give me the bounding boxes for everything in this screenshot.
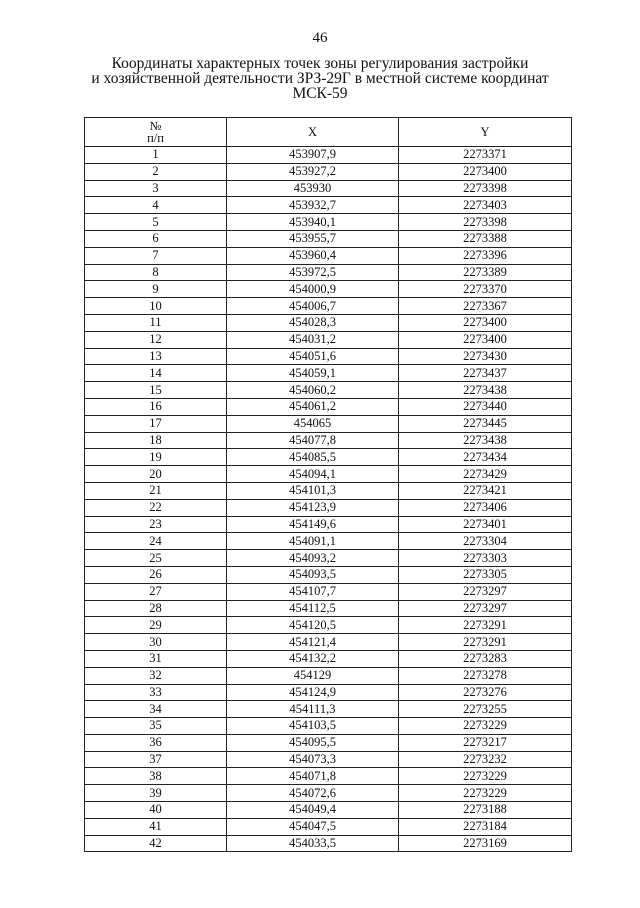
- point-number-cell: 1: [85, 147, 227, 164]
- point-number-cell: 8: [85, 264, 227, 281]
- table-row: [85, 684, 572, 701]
- y-coordinate-cell: 2273396: [399, 247, 572, 264]
- y-coordinate-cell: 2273276: [399, 684, 572, 701]
- table-row: [85, 466, 572, 483]
- y-coordinate-cell: 2273297: [399, 583, 572, 600]
- header-number-symbol: №: [149, 119, 162, 133]
- y-coordinate-cell: 2273303: [399, 550, 572, 567]
- table-row: [85, 247, 572, 264]
- table-row: [85, 734, 572, 751]
- point-number-cell: 12: [85, 331, 227, 348]
- y-coordinate-cell: 2273429: [399, 466, 572, 483]
- document-title: [60, 56, 580, 101]
- table-row: [85, 230, 572, 247]
- table-row: [85, 298, 572, 315]
- point-number-cell: 19: [85, 449, 227, 466]
- x-coordinate-cell: 453972,5: [227, 264, 399, 281]
- point-number-cell: 10: [85, 298, 227, 315]
- table-row: [85, 550, 572, 567]
- x-coordinate-cell: 454028,3: [227, 314, 399, 331]
- y-coordinate-cell: 2273403: [399, 197, 572, 214]
- title-line-2: и хозяйственной деятельности ЗРЗ-29Г в местной системе координат: [91, 70, 549, 87]
- point-number-cell: 22: [85, 499, 227, 516]
- y-coordinate-cell: 2273398: [399, 180, 572, 197]
- point-number-cell: 31: [85, 650, 227, 667]
- x-coordinate-cell: 454061,2: [227, 398, 399, 415]
- x-coordinate-cell: 454103,5: [227, 718, 399, 735]
- point-number-cell: 28: [85, 600, 227, 617]
- table-row: [85, 802, 572, 819]
- point-number-cell: 26: [85, 566, 227, 583]
- x-coordinate-cell: 454112,5: [227, 600, 399, 617]
- table-row: [85, 449, 572, 466]
- point-number-cell: 42: [85, 835, 227, 852]
- x-coordinate-cell: 454077,8: [227, 432, 399, 449]
- y-coordinate-cell: 2273370: [399, 281, 572, 298]
- x-coordinate-cell: 454071,8: [227, 768, 399, 785]
- title-line-3: МСК-59: [292, 85, 348, 102]
- x-coordinate-cell: 454094,1: [227, 466, 399, 483]
- point-number-cell: 24: [85, 533, 227, 550]
- point-number-cell: 18: [85, 432, 227, 449]
- point-number-cell: 27: [85, 583, 227, 600]
- x-coordinate-cell: 454047,5: [227, 818, 399, 835]
- x-coordinate-cell: 454065: [227, 415, 399, 432]
- y-coordinate-cell: 2273438: [399, 432, 572, 449]
- x-coordinate-cell: 454093,5: [227, 566, 399, 583]
- point-number-cell: 7: [85, 247, 227, 264]
- y-coordinate-cell: 2273406: [399, 499, 572, 516]
- table-row: [85, 415, 572, 432]
- point-number-cell: 34: [85, 701, 227, 718]
- y-coordinate-cell: 2273371: [399, 147, 572, 164]
- y-coordinate-cell: 2273255: [399, 701, 572, 718]
- point-number-cell: 40: [85, 802, 227, 819]
- table-row: [85, 180, 572, 197]
- x-coordinate-cell: 454073,3: [227, 751, 399, 768]
- page-number: 46: [312, 30, 328, 46]
- table-row: [85, 482, 572, 499]
- y-coordinate-cell: 2273229: [399, 785, 572, 802]
- x-coordinate-cell: 454121,4: [227, 634, 399, 651]
- y-coordinate-cell: 2273400: [399, 331, 572, 348]
- y-coordinate-cell: 2273229: [399, 718, 572, 735]
- header-x: X: [227, 118, 399, 147]
- point-number-cell: 14: [85, 365, 227, 382]
- point-number-cell: 15: [85, 382, 227, 399]
- y-coordinate-cell: 2273169: [399, 835, 572, 852]
- y-coordinate-cell: 2273217: [399, 734, 572, 751]
- x-coordinate-cell: 454124,9: [227, 684, 399, 701]
- y-coordinate-cell: 2273278: [399, 667, 572, 684]
- table-row: [85, 281, 572, 298]
- table-row: [85, 667, 572, 684]
- y-coordinate-cell: 2273297: [399, 600, 572, 617]
- point-number-cell: 33: [85, 684, 227, 701]
- x-coordinate-cell: 454132,2: [227, 650, 399, 667]
- title-line-1: Координаты характерных точек зоны регулирования застройки: [111, 55, 529, 72]
- point-number-cell: 32: [85, 667, 227, 684]
- table-row: [85, 768, 572, 785]
- table-header: [85, 118, 572, 147]
- x-coordinate-cell: 454059,1: [227, 365, 399, 382]
- point-number-cell: 23: [85, 516, 227, 533]
- table-row: [85, 382, 572, 399]
- y-coordinate-cell: 2273188: [399, 802, 572, 819]
- y-coordinate-cell: 2273401: [399, 516, 572, 533]
- table-row: [85, 331, 572, 348]
- table-row: [85, 600, 572, 617]
- point-number-cell: 35: [85, 718, 227, 735]
- x-coordinate-cell: 454049,4: [227, 802, 399, 819]
- point-number-cell: 3: [85, 180, 227, 197]
- table-row: [85, 650, 572, 667]
- y-coordinate-cell: 2273434: [399, 449, 572, 466]
- table-row: [85, 197, 572, 214]
- x-coordinate-cell: 454060,2: [227, 382, 399, 399]
- point-number-cell: 9: [85, 281, 227, 298]
- x-coordinate-cell: 454031,2: [227, 331, 399, 348]
- table-row: [85, 566, 572, 583]
- table-row: [85, 785, 572, 802]
- x-coordinate-cell: 453940,1: [227, 214, 399, 231]
- table-row: [85, 516, 572, 533]
- table-row: [85, 398, 572, 415]
- x-coordinate-cell: 453960,4: [227, 247, 399, 264]
- x-coordinate-cell: 454111,3: [227, 701, 399, 718]
- x-coordinate-cell: 454033,5: [227, 835, 399, 852]
- table-row: [85, 348, 572, 365]
- table-row: [85, 163, 572, 180]
- x-coordinate-cell: 454091,1: [227, 533, 399, 550]
- point-number-cell: 29: [85, 617, 227, 634]
- point-number-cell: 5: [85, 214, 227, 231]
- x-coordinate-cell: 454093,2: [227, 550, 399, 567]
- point-number-cell: 41: [85, 818, 227, 835]
- x-coordinate-cell: 453930: [227, 180, 399, 197]
- y-coordinate-cell: 2273438: [399, 382, 572, 399]
- x-coordinate-cell: 453907,9: [227, 147, 399, 164]
- x-coordinate-cell: 454085,5: [227, 449, 399, 466]
- x-coordinate-cell: 454123,9: [227, 499, 399, 516]
- y-coordinate-cell: 2273388: [399, 230, 572, 247]
- y-coordinate-cell: 2273430: [399, 348, 572, 365]
- y-coordinate-cell: 2273400: [399, 163, 572, 180]
- y-coordinate-cell: 2273421: [399, 482, 572, 499]
- point-number-cell: 39: [85, 785, 227, 802]
- table-row: [85, 432, 572, 449]
- y-coordinate-cell: 2273229: [399, 768, 572, 785]
- coordinates-table: [84, 117, 572, 852]
- y-coordinate-cell: 2273283: [399, 650, 572, 667]
- table-row: [85, 818, 572, 835]
- y-coordinate-cell: 2273445: [399, 415, 572, 432]
- x-coordinate-cell: 453932,7: [227, 197, 399, 214]
- point-number-cell: 4: [85, 197, 227, 214]
- table-row: [85, 718, 572, 735]
- table-row: [85, 365, 572, 382]
- header-y: Y: [399, 118, 572, 147]
- x-coordinate-cell: 454149,6: [227, 516, 399, 533]
- y-coordinate-cell: 2273398: [399, 214, 572, 231]
- y-coordinate-cell: 2273367: [399, 298, 572, 315]
- table-row: [85, 751, 572, 768]
- point-number-cell: 37: [85, 751, 227, 768]
- point-number-cell: 36: [85, 734, 227, 751]
- point-number-cell: 17: [85, 415, 227, 432]
- point-number-cell: 21: [85, 482, 227, 499]
- table-row: [85, 634, 572, 651]
- x-coordinate-cell: 454051,6: [227, 348, 399, 365]
- y-coordinate-cell: 2273389: [399, 264, 572, 281]
- table-row: [85, 214, 572, 231]
- point-number-cell: 16: [85, 398, 227, 415]
- x-coordinate-cell: 454095,5: [227, 734, 399, 751]
- x-coordinate-cell: 454006,7: [227, 298, 399, 315]
- table-row: [85, 533, 572, 550]
- header-number-abbr: п/п: [147, 131, 164, 145]
- table-row: [85, 583, 572, 600]
- y-coordinate-cell: 2273400: [399, 314, 572, 331]
- point-number-cell: 2: [85, 163, 227, 180]
- x-coordinate-cell: 454129: [227, 667, 399, 684]
- table-body: [85, 147, 572, 852]
- header-row: [85, 118, 572, 147]
- point-number-cell: 11: [85, 314, 227, 331]
- table-row: [85, 314, 572, 331]
- x-coordinate-cell: 454072,6: [227, 785, 399, 802]
- table-row: [85, 701, 572, 718]
- x-coordinate-cell: 454101,3: [227, 482, 399, 499]
- table-row: [85, 147, 572, 164]
- point-number-cell: 6: [85, 230, 227, 247]
- x-coordinate-cell: 453927,2: [227, 163, 399, 180]
- y-coordinate-cell: 2273304: [399, 533, 572, 550]
- table-row: [85, 617, 572, 634]
- point-number-cell: 30: [85, 634, 227, 651]
- table-row: [85, 835, 572, 852]
- point-number-cell: 13: [85, 348, 227, 365]
- point-number-cell: 20: [85, 466, 227, 483]
- y-coordinate-cell: 2273232: [399, 751, 572, 768]
- point-number-cell: 25: [85, 550, 227, 567]
- table-row: [85, 264, 572, 281]
- x-coordinate-cell: 453955,7: [227, 230, 399, 247]
- y-coordinate-cell: 2273291: [399, 617, 572, 634]
- y-coordinate-cell: 2273184: [399, 818, 572, 835]
- header-number: [85, 118, 227, 147]
- y-coordinate-cell: 2273305: [399, 566, 572, 583]
- point-number-cell: 38: [85, 768, 227, 785]
- table-row: [85, 499, 572, 516]
- x-coordinate-cell: 454107,7: [227, 583, 399, 600]
- y-coordinate-cell: 2273437: [399, 365, 572, 382]
- y-coordinate-cell: 2273291: [399, 634, 572, 651]
- x-coordinate-cell: 454120,5: [227, 617, 399, 634]
- y-coordinate-cell: 2273440: [399, 398, 572, 415]
- x-coordinate-cell: 454000,9: [227, 281, 399, 298]
